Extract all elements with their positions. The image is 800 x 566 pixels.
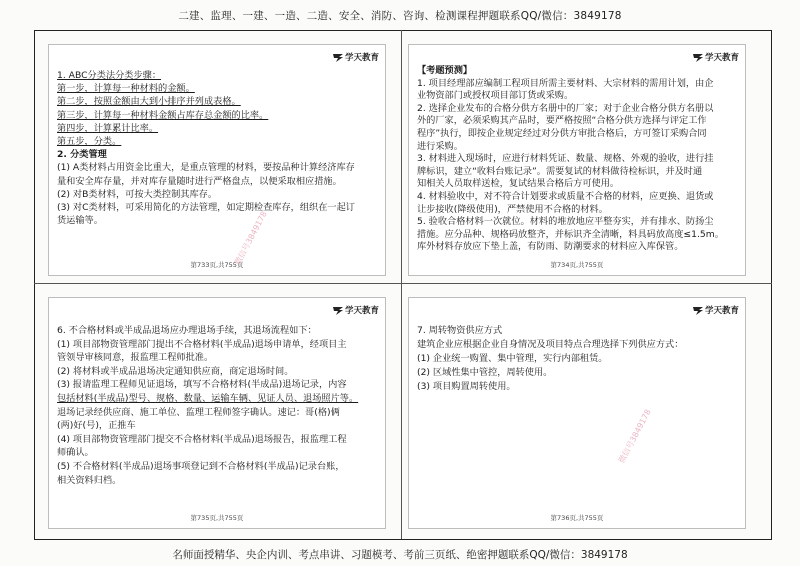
slide-content (417, 65, 737, 254)
brand-logo (693, 304, 739, 316)
text-line: 业物资部门或授权项目部订货或采购。 (417, 90, 574, 102)
text-line: (2) 对B类材料，可按大类控制其库存。 (57, 188, 218, 200)
brand-logo (333, 304, 379, 316)
text-line: 第三步，计算每一种材料金额占库存总金额的比率。 (57, 109, 269, 121)
brand-logo-text: 学天教育 (344, 53, 379, 63)
text-line: 相关资料归档。 (57, 474, 122, 486)
page-number: 第733页,共755页 (190, 261, 244, 269)
brand-logo (333, 51, 379, 63)
slide-content (417, 324, 737, 394)
text-line: 建筑企业应根据企业自身情况及项目特点合理选择下列供应方式： (417, 339, 684, 350)
text-line: 货运输等。 (57, 215, 103, 227)
slide-bottom-left (48, 297, 386, 529)
brand-logo (693, 51, 739, 63)
text-line: 知相关人员取样送检，复试结果合格后方可使用。 (417, 178, 620, 190)
text-line: (1) 企业统一购置、集中管理，实行内部租赁。 (417, 353, 608, 364)
text-line: (2) 区域性集中管控，周转使用。 (417, 367, 553, 378)
text-line: 2. 选择企业发布的合格分供方名册中的厂家；对于企业合格分供方名册以 (417, 102, 714, 114)
text-line: (2) 将材料或半成品退场决定通知供应商，商定退场时间。 (57, 365, 294, 377)
watermark: 微信号3849178 (616, 407, 653, 465)
text-line: 牌标识，建立“收料台账记录”。需要复试的材料做待检标识，并及时通 (417, 165, 703, 177)
text-line: 进行采购。 (417, 140, 463, 152)
text-line: 1. 项目经理部应编制工程项目所需主要材料、大宗材料的需用计划，由企 (417, 77, 714, 89)
brand-logo-icon (693, 306, 703, 315)
text-line: 第二步，按照金额由大到小排序并列成表格。 (57, 96, 241, 108)
text-line: (3) 报请监理工程师见证退场，填写不合格材料(半成品)退场记录，内容 (57, 379, 347, 391)
text-line: 外的厂家，必须采购其产品时，要严格按照“合格分供方选择与评定工作 (417, 115, 707, 127)
text-line: 3. 材料进入现场时，应进行材料凭证、数量、规格、外观的验收，进行挂 (417, 153, 714, 165)
text-line: (两)好(号)，正推车 (57, 420, 136, 432)
text-line: (3) 项目购置周转使用。 (417, 381, 516, 392)
text-line: 7. 周转物资供应方式 (417, 325, 503, 336)
watermark: 微信号3849178 (232, 209, 269, 267)
text-line: 1. ABC分类法分类步骤： (57, 70, 162, 81)
text-line: 第五步，分类。 (57, 136, 122, 148)
brand-logo-text: 学天教育 (704, 306, 739, 316)
section-heading: 【考题预测】 (417, 65, 473, 76)
text-line: 第四步，计算累计比率。 (57, 122, 159, 134)
text-line: 第一步，计算每一种材料的金额。 (57, 83, 195, 95)
slide-bottom-right (408, 297, 746, 529)
vertical-divider (401, 30, 402, 539)
brand-logo-icon (333, 306, 343, 315)
header-banner: 二建、监理、一建、一造、二造、安全、消防、咨询、检测课程押题联系QQ/微信：3849178 (178, 10, 622, 22)
page-number: 第734页,共755页 (550, 261, 604, 269)
brand-logo-text: 学天教育 (344, 306, 379, 316)
text-line: 量和安全库存量，并对库存量随时进行严格盘点，以便采取相应措施。 (57, 175, 342, 187)
slide-content (57, 69, 377, 227)
slide-top-left (48, 44, 386, 276)
text-line: 措施。应分品种、规格码放整齐，并标识齐全清晰，料具码放高度≤1.5m。 (417, 228, 724, 240)
slide-content (57, 324, 377, 487)
brand-logo-icon (693, 53, 703, 62)
footer-banner: 名师面授精华、央企内训、考点串讲、习题模考、考前三页纸、绝密押题联系QQ/微信：3849178 (172, 549, 628, 561)
text-line: 让步接收(降级使用)，严禁使用不合格的材料。 (417, 203, 608, 215)
text-line: 6. 不合格材料或半成品退场应办理退场手续，其退场流程如下： (57, 325, 317, 336)
text-line: 退场记录经供应商、施工单位、监理工程师签字确认。速记：哥(格)俩 (57, 406, 340, 418)
text-line: 4. 材料验收中，对不符合计划要求或质量不合格的材料，应更换、退货或 (417, 190, 714, 202)
brand-logo-icon (333, 53, 343, 62)
text-line: 管领导审核同意，报监理工程师批准。 (57, 352, 214, 364)
text-line: 2. 分类管理 (57, 149, 107, 161)
brand-logo-text: 学天教育 (704, 53, 739, 63)
page-number: 第735页,共755页 (190, 514, 244, 522)
text-line: 5. 验收合格材料一次就位。材料的堆放地应平整夯实，并有排水、防扬尘 (417, 216, 714, 228)
text-line: (1) A类材料占用资金比重大，是重点管理的材料，要按品种计算经济库存 (57, 162, 355, 174)
text-line: 库外材料存放应下垫上盖，有防雨、防潮要求的材料应入库保管。 (417, 241, 684, 253)
text-line: (3) 对C类材料，可采用简化的方法管理，如定期检查库存，组织在一起订 (57, 202, 355, 214)
text-line: 包括材料(半成品)型号、规格、数量、运输车辆、见证人员、退场照片等。 (57, 392, 359, 404)
page-number: 第736页,共755页 (550, 514, 604, 522)
text-line: (4) 项目部物资管理部门提交不合格材料(半成品)退场报告，报监理工程 (57, 433, 347, 445)
text-line: 程序”执行，即按企业规定经过对分供方审批合格后，方可签订采购合同 (417, 127, 707, 139)
text-line: (5) 不合格材料(半成品)退场事项登记到不合格材料(半成品)记录台账， (57, 460, 345, 472)
text-line: 师确认。 (57, 447, 94, 459)
horizontal-divider (34, 283, 772, 284)
text-line: (1) 项目部物资管理部门提出不合格材料(半成品)退场申请单，经项目主 (57, 338, 347, 350)
slide-top-right (408, 44, 746, 276)
